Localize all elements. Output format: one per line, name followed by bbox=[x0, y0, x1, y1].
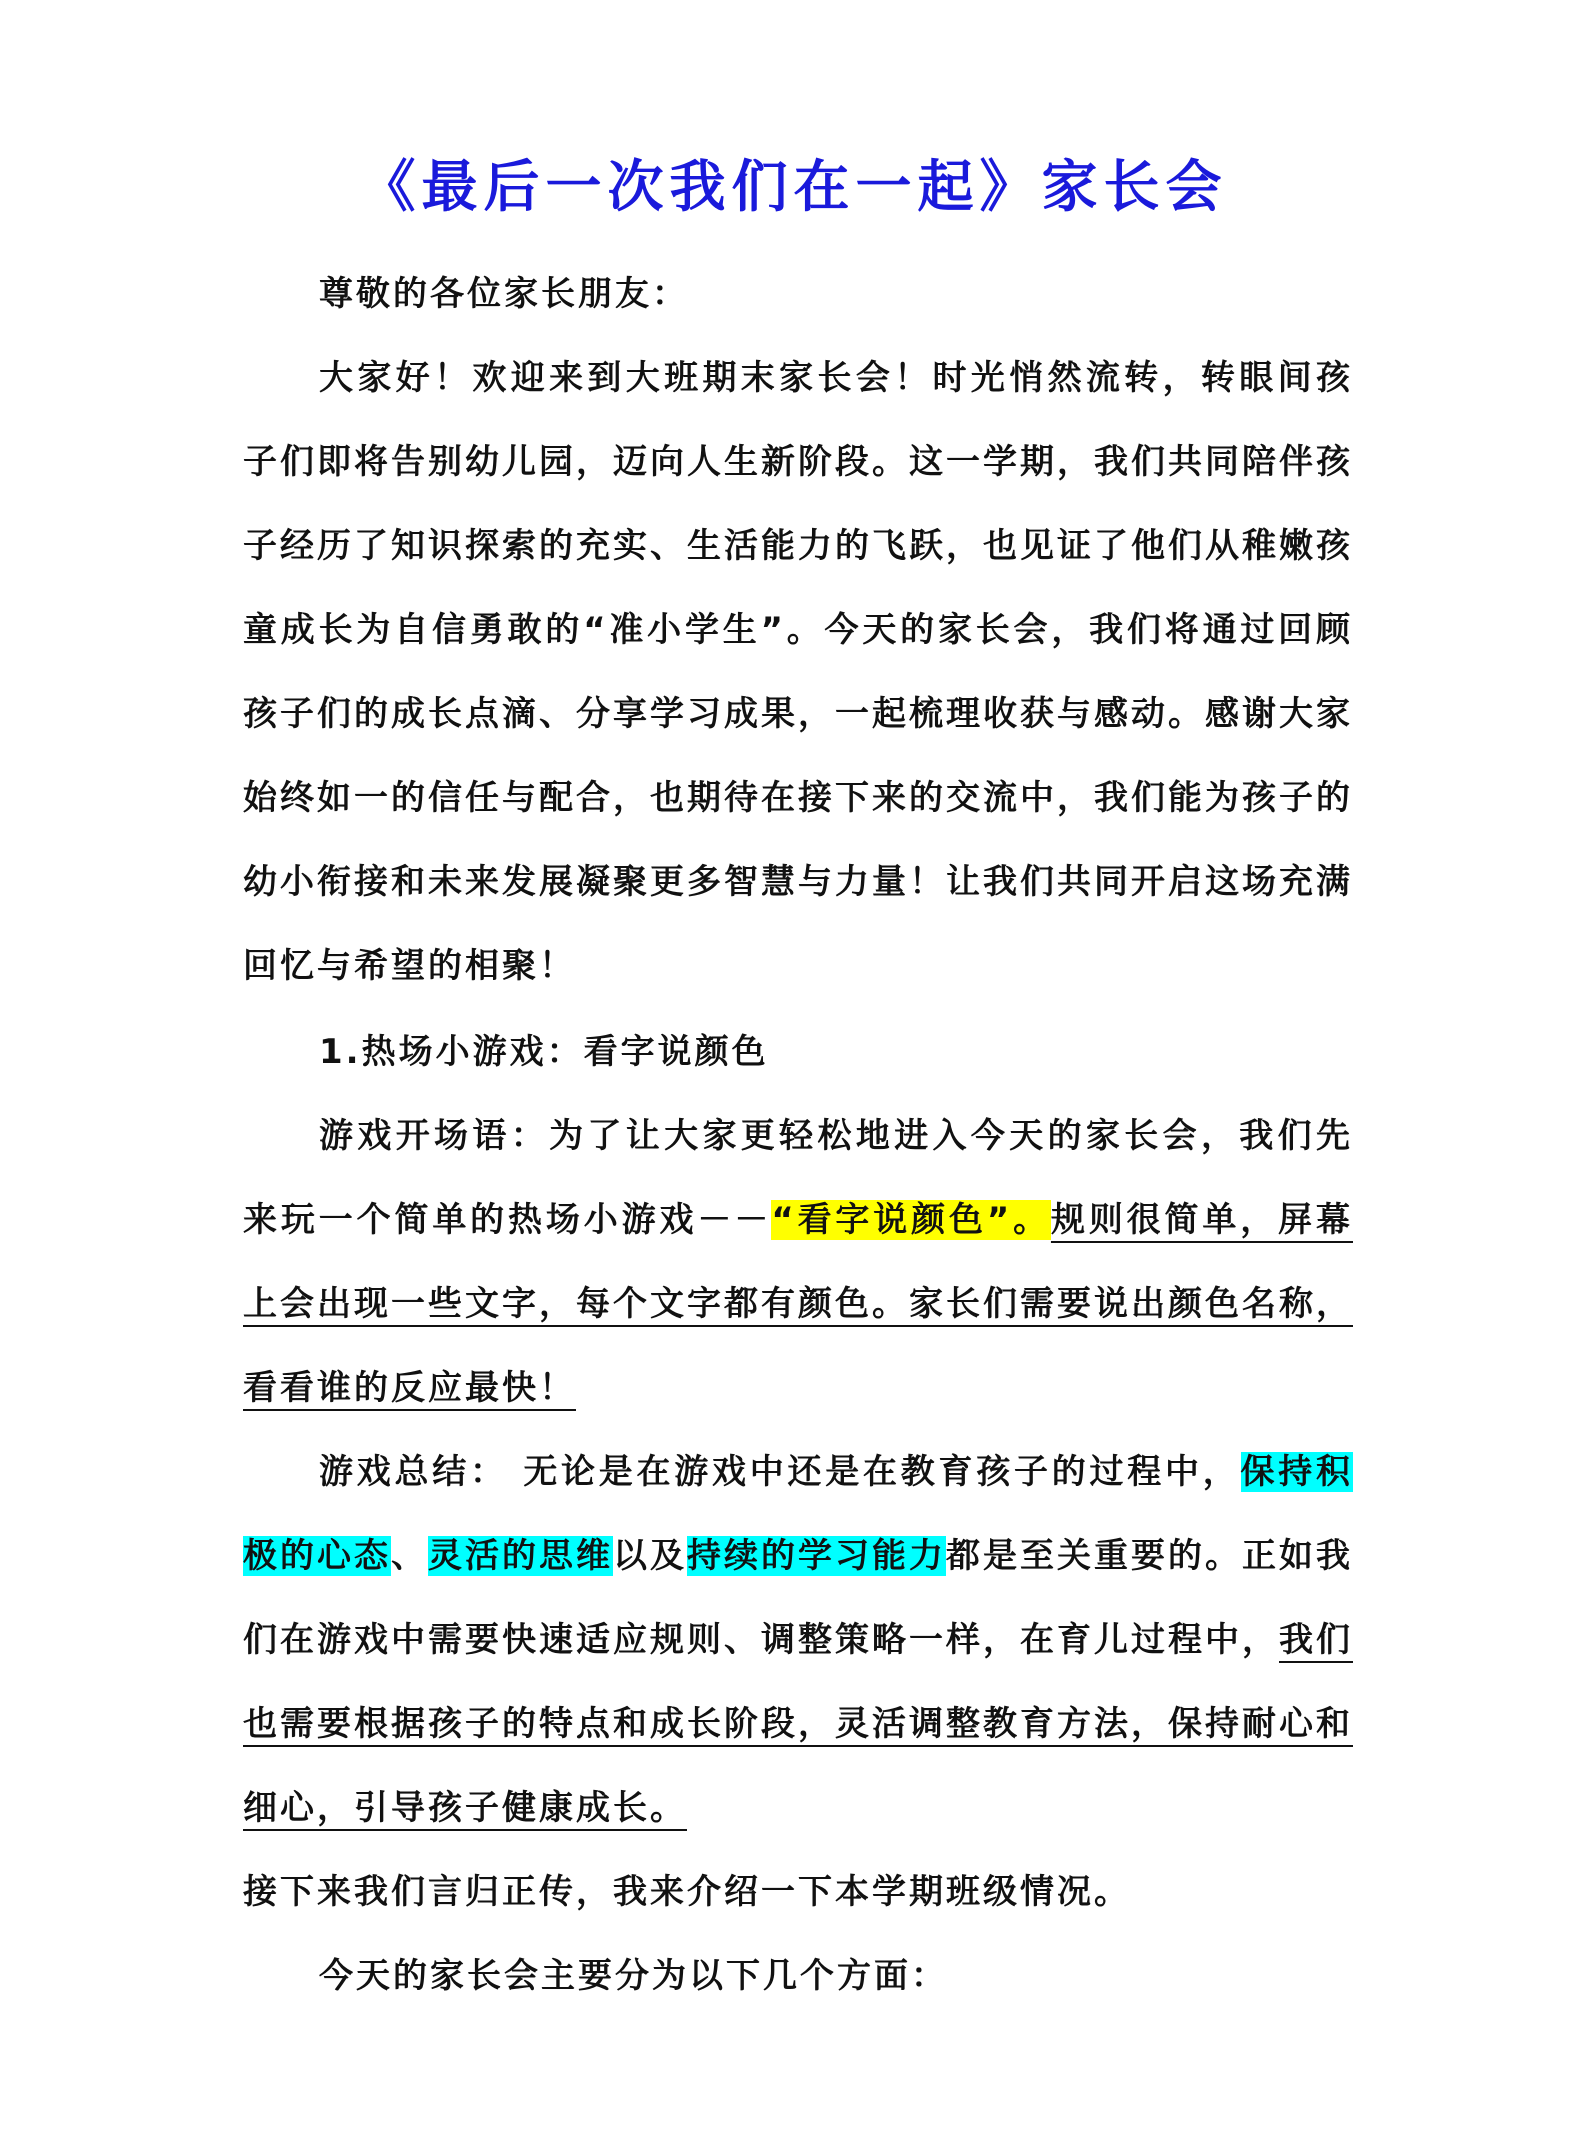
transition-paragraph bbox=[243, 1850, 1353, 1934]
summary-sep-1: 、 bbox=[391, 1536, 428, 1576]
game-summary-text bbox=[243, 1430, 1353, 1850]
intro-text: 大家好！欢迎来到大班期末家长会！时光悄然流转，转眼间孩子们即将告别幼儿园，迈向人生新阶段。这一学期，我们共同陪伴孩子经历了知识探索的充实、生活能力的飞跃，也见证了他们从稚嫩孩童成长为自信勇敢的“准小学生”。今天的家长会，我们将通过回顾孩子们的成长点滴、分享学习成果，一起梳理收获与感动。感谢大家始终如一的信任与配合，也期待在接下来的交流中，我们能为孩子的幼小衔接和未来发展凝聚更多智慧与力量！让我们共同开启这场充满回忆与希望的相聚！ bbox=[243, 358, 1353, 986]
summary-underlined: 我们也需要根据孩子的特点和成长阶段，灵活调整教育方法，保持耐心和细心，引导孩子健康成长。 bbox=[243, 1620, 1353, 1828]
section1-heading bbox=[243, 1010, 1353, 1094]
section1-heading-text: 1.热场小游戏：看字说颜色 bbox=[319, 1032, 769, 1072]
summary-middle: 都是至关重要的。正如我们在游戏中需要快速适应规则、调整策略一样，在育儿过程中， bbox=[243, 1536, 1353, 1660]
game-summary-paragraph bbox=[243, 1430, 1353, 1850]
summary-highlight-2: 灵活的思维 bbox=[428, 1536, 613, 1576]
intro-paragraph bbox=[243, 336, 1353, 1008]
agenda-intro-text: 今天的家长会主要分为以下几个方面： bbox=[319, 1956, 948, 1996]
game-intro-text bbox=[243, 1094, 1353, 1430]
summary-highlight-3: 持续的学习能力 bbox=[687, 1536, 946, 1576]
game-intro-lead: 游戏开场语：为了让大家更轻松地进入今天的家长会，我们先来玩一个简单的热场小游戏－－ bbox=[243, 1116, 1353, 1240]
document-title: 《最后一次我们在一起》家长会 bbox=[359, 155, 1228, 220]
game-intro-paragraph bbox=[243, 1094, 1353, 1430]
agenda-intro-paragraph bbox=[243, 1934, 1353, 2018]
greeting bbox=[243, 252, 1353, 336]
greeting-text: 尊敬的各位家长朋友： bbox=[319, 274, 689, 314]
summary-sep-2: 以及 bbox=[613, 1536, 687, 1576]
game-name-highlight: “看字说颜色”。 bbox=[771, 1200, 1051, 1240]
game-rules-underlined: 规则很简单，屏幕上会出现一些文字，每个文字都有颜色。家长们需要说出颜色名称，看看谁的反应最快！ bbox=[243, 1200, 1353, 1408]
transition-text: 接下来我们言归正传，我来介绍一下本学期班级情况。 bbox=[243, 1872, 1131, 1912]
summary-highlight-1: 保持积极的心态 bbox=[243, 1452, 1353, 1576]
summary-lead: 游戏总结： 无论是在游戏中还是在教育孩子的过程中， bbox=[319, 1452, 1241, 1492]
